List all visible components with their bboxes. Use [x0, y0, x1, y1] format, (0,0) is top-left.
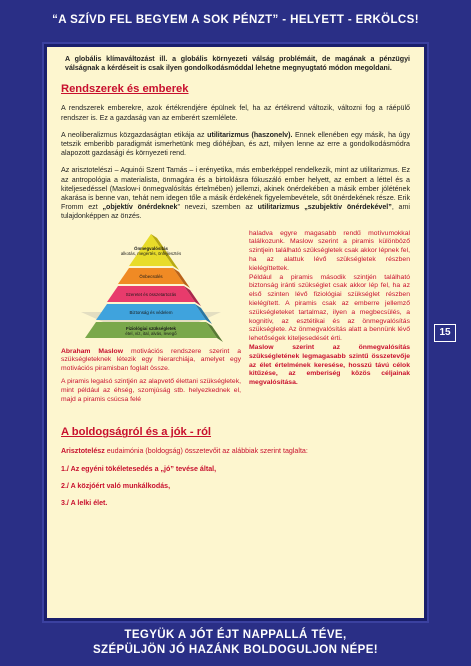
- text-run: eudaimónia (boldogság) összetevőit az alábbiak szerint taglalta:: [104, 447, 308, 456]
- text-run: Az arisztotelészi – Aquinói Szent Tamás – i erényetika, más emberképpel rendelkezik, mint az utilitarizmus. Ez az antropológia a materialista, önmagára és a birtoklásra fókuszáló ember helyett, az embert a léttel és a kiteljesedéssel (Maslow-i önmegvalósítás értelmében) jellemzi, akinek önérdekében a másik ember jólétének akarása is benne van, tehát nem idegen tőle a másik érdekének figyelembevétele, sőt önérdekének része. Erik Fromm ezt: [61, 166, 410, 212]
- right-column: [249, 230, 410, 409]
- list-item: 2./ A közjóért való munkálkodás,: [61, 481, 171, 490]
- page-number-badge: 15: [434, 324, 456, 342]
- article-page: [44, 44, 427, 621]
- text-run: ” nevezi, szemben az: [177, 203, 258, 212]
- bottom-banner: [0, 624, 471, 666]
- list-lead: [61, 447, 410, 456]
- pyramid-label: Önbecsülés: [139, 273, 163, 279]
- two-column-block: [61, 230, 410, 409]
- emphasis: utilitarizmus „szubjektív önérdekével”: [257, 203, 392, 212]
- section-title-systems: Rendszerek és emberek: [61, 83, 189, 96]
- paragraph: A rendszerek emberekre, azok értékrendjére épülnek fel, ha az értékrend változik, változni fog a ráépülő rendszer is. Ez a gazdaság van az emberért szemlélete.: [61, 104, 410, 122]
- emphasis: Abraham Maslow: [61, 347, 123, 355]
- paragraph: [61, 131, 410, 159]
- section-title-happiness: A boldogságról és a jók - ról: [61, 426, 212, 439]
- footer-line: SZÉPÜLJÖN JÓ HAZÁNK BOLDOGULJON NÉPE!: [92, 644, 379, 656]
- paragraph: Maslow szerint az önmegvalósítás szükségletének legmagasabb szintű összetevője az élet értelmének keresése, hosszú távú célok kitűzése, az emberiség közös céljainak megvalósítása.: [249, 344, 410, 387]
- paragraph: [61, 348, 241, 374]
- list-item: 3./ A lelki élet.: [61, 499, 108, 508]
- pyramid-label: Biztonság és védelem: [129, 309, 173, 315]
- pyramid-label: Fiziológiai szükségletek étel, víz, ital, alvás, levegő: [125, 325, 177, 336]
- left-column: [61, 230, 241, 409]
- intro-paragraph: A globális klímaváltozást ill. a globális környezeti válság problémáit, de magának a pénzügyi válságnak a kérdéseit is csak ilyen gondolkodásmóddal lehetne megnyugtató módon megoldani.: [65, 55, 410, 73]
- paragraph: haladva egyre magasabb rendű motívumokkal találkozunk. Maslow szerint a piramis különböző szintjein található szükségletek csak akkor lépnek fel, ha az alattuk lévő szükségletek részben kielégíttettek.: [249, 229, 410, 272]
- emphasis: utilitarizmus (haszonelv).: [207, 130, 293, 139]
- eudaimonia-list: [61, 447, 410, 508]
- footer-line: TEGYÜK A JÓT ÉJT NAPPALLÁ TÉVE,: [124, 629, 347, 641]
- maslow-pyramid: [61, 230, 241, 344]
- emphasis: „objektív önérdeknek: [102, 203, 178, 212]
- pyramid-label: Önmegvalósítás alkotás, megértés, önfejlesztés: [120, 245, 182, 256]
- text-run: A neoliberalizmus közgazdaságtan etikája az: [61, 130, 208, 139]
- text-run: Ennek ellenében egy másik, ha úgy tetszik emberibb paradigmát ismerhetünk meg dióhéjban, és azt, milyen lenne az erre a gondolkodásmódra alapozott gazdasági és környezeti rend.: [61, 130, 410, 158]
- pyramid-label: Szeretet és összetartozás: [125, 291, 177, 297]
- paragraph: Például a piramis második szintjén található biztonság iránti szükséglet csak akkor lép fel, ha az első szinten lévő fiziológiai szükséglet részben kielégített. A piramis csak az emberre jellemző szükségleteket tartalmaz, ilyen a megbecsülés, a kognitív, az esztétikai és az önmegvalósítás szükséglete. Az önmegvalósítás alatt a bennünk lévő lehetőségek kiteljesedését érti.: [249, 273, 410, 343]
- list-item: 1./ Az egyéni tökéletesedés a „jó” tevése által,: [61, 464, 217, 473]
- text-run: , ami tulajdonképpen az önzés.: [61, 203, 410, 221]
- top-banner: “A SZÍVD FEL BEGYEM A SOK PÉNZT” - HELYETT - ERKÖLCS!: [52, 14, 419, 26]
- text-run: motivációs rendszere szerint a szükségleteknek létezik egy hierarchiája, amelyet egy motivációs piramisban foglalt össze.: [61, 347, 241, 373]
- paragraph: A piramis legalsó szintjén az alapvető élettani szükségletek, mint például az éhség, szomjúság stb. helyezkednek el, majd a piramis csúcsa felé: [61, 378, 241, 403]
- paragraph: [61, 166, 410, 221]
- emphasis: Arisztotelész: [61, 447, 105, 456]
